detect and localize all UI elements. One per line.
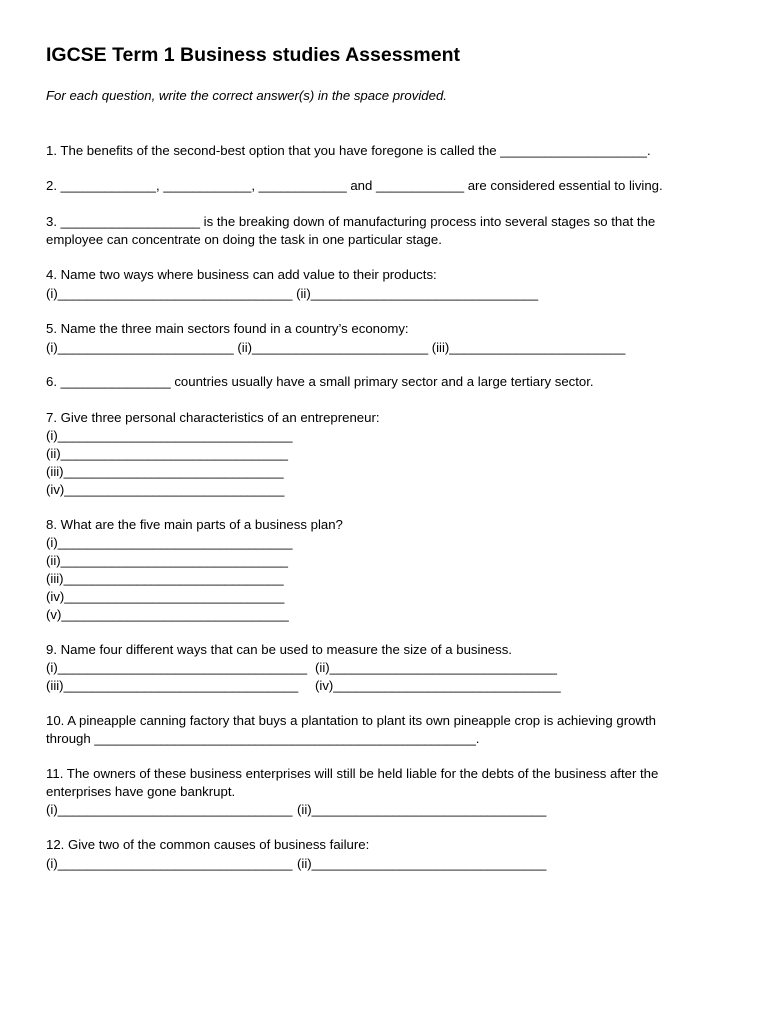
answer-line: (iii)______________________________ bbox=[46, 464, 284, 479]
answer-line: (iv)_______________________________ bbox=[315, 678, 561, 693]
question-6: 6. _______________ countries usually have a small primary sector and a large tertiary sector. bbox=[46, 374, 594, 389]
answer-line: (iii)________________________________ bbox=[46, 678, 299, 693]
answer-line: (iv)______________________________ bbox=[46, 482, 285, 497]
answer-line: (ii)_______________________________ bbox=[46, 553, 289, 568]
question-7: 7. Give three personal characteristics of an entrepreneur: bbox=[46, 410, 380, 425]
question-12: 12. Give two of the common causes of business failure: bbox=[46, 837, 370, 852]
answer-line: (ii)_______________________________ bbox=[46, 446, 289, 461]
answer-line: (i)________________________________ (ii)_______________________________ bbox=[46, 286, 539, 301]
question-9: 9. Name four different ways that can be used to measure the size of a business. bbox=[46, 642, 512, 657]
answer-line: (ii)________________________________ bbox=[297, 856, 547, 871]
answer-line: (i)________________________________ bbox=[46, 428, 293, 443]
page-title: IGCSE Term 1 Business studies Assessment bbox=[46, 44, 460, 66]
answer-line: (i)________________________ (ii)________________________ (iii)________________________ bbox=[46, 340, 626, 355]
answer-line: (i)__________________________________ bbox=[46, 660, 308, 675]
answer-line: (v)_______________________________ bbox=[46, 607, 289, 622]
question-10-line-2: through ____________________________________________________. bbox=[46, 731, 480, 746]
answer-line: (ii)_______________________________ bbox=[315, 660, 558, 675]
question-11: 11. The owners of these business enterprises will still be held liable for the debts of the business after the bbox=[46, 766, 659, 781]
question-8: 8. What are the five main parts of a business plan? bbox=[46, 517, 343, 532]
instructions-text: For each question, write the correct answer(s) in the space provided. bbox=[46, 88, 447, 103]
question-5: 5. Name the three main sectors found in a country’s economy: bbox=[46, 321, 409, 336]
question-4: 4. Name two ways where business can add value to their products: bbox=[46, 267, 437, 282]
answer-line: (i)________________________________ bbox=[46, 856, 293, 871]
question-11-line-2: enterprises have gone bankrupt. bbox=[46, 784, 236, 799]
answer-line: (i)________________________________ bbox=[46, 535, 293, 550]
question-3-line-2: employee can concentrate on doing the task in one particular stage. bbox=[46, 232, 442, 247]
question-10: 10. A pineapple canning factory that buys a plantation to plant its own pineapple crop is achieving growth bbox=[46, 713, 656, 728]
answer-line: (ii)________________________________ bbox=[297, 802, 547, 817]
answer-line: (i)________________________________ bbox=[46, 802, 293, 817]
answer-line: (iii)______________________________ bbox=[46, 571, 284, 586]
question-3: 3. ___________________ is the breaking down of manufacturing process into several stages so that the bbox=[46, 214, 656, 229]
answer-line: (iv)______________________________ bbox=[46, 589, 285, 604]
question-2: 2. _____________, ____________, ____________ and ____________ are considered essential to living. bbox=[46, 178, 663, 193]
question-1: 1. The benefits of the second-best option that you have foregone is called the ____________________. bbox=[46, 143, 651, 158]
